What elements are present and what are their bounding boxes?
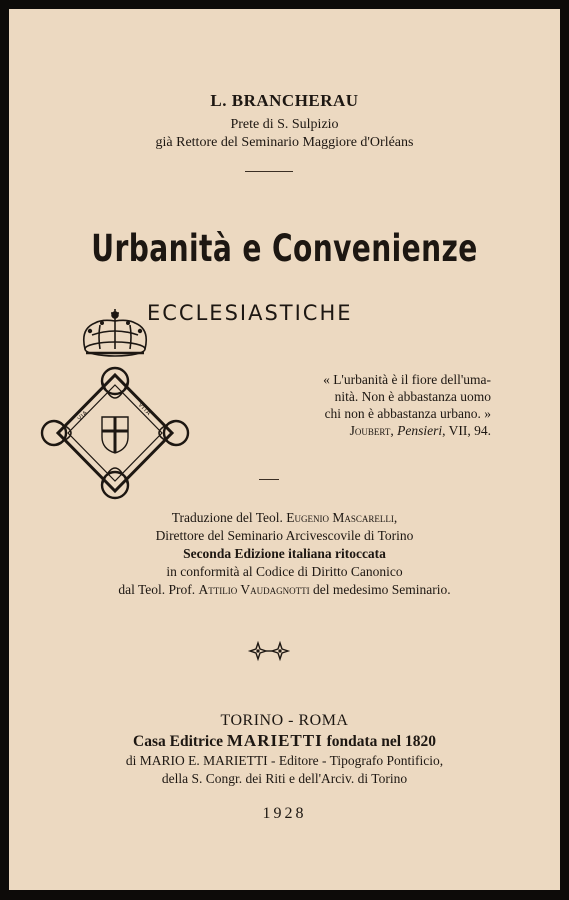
- author-name: L. BRANCHERAU: [210, 91, 359, 110]
- publisher-house-name: MARIETTI: [226, 731, 323, 750]
- reviser-name: Attilio Vaudagnotti: [198, 582, 310, 597]
- publisher-house-prefix: Casa Editrice: [133, 733, 227, 750]
- crowned-cross-emblem-icon: [40, 305, 190, 505]
- translator-role: Direttore del Seminario Arcivescovile di Torino: [155, 528, 414, 543]
- epigraph: [323, 371, 491, 439]
- book-title: Urbanità e Convenienze: [91, 227, 478, 270]
- author-role-2: già Rettore del Seminario Maggiore d'Orléans: [155, 135, 414, 150]
- reviser-suffix: del medesimo Seminario.: [309, 582, 451, 597]
- middle-rule: [259, 479, 279, 480]
- translator-name: Eugenio Mascarelli,: [286, 510, 398, 525]
- floral-ornament-icon: [247, 639, 291, 663]
- author-role-1: Prete di S. Sulpizio: [230, 117, 339, 132]
- svg-text:VIA: VIA: [76, 409, 90, 423]
- top-rule: [245, 171, 293, 172]
- reviser-line: [9, 581, 560, 599]
- credits: [9, 509, 560, 599]
- reviser-prefix: dal Teol. Prof.: [118, 582, 199, 597]
- epigraph-work: Pensieri: [397, 423, 443, 438]
- epigraph-line-1: « L'urbanità è il fiore dell'uma-: [323, 372, 491, 387]
- translator-prefix: Traduzione del Teol.: [171, 510, 287, 525]
- publisher-house: [9, 731, 560, 752]
- book-subtitle: ECCLESIASTICHE: [147, 301, 353, 325]
- publisher-details-2: della S. Congr. dei Riti e dell'Arciv. di Torino: [161, 771, 408, 786]
- publisher-city: TORINO - ROMA: [220, 712, 349, 729]
- epigraph-line-2: nità. Non è abbastanza uomo: [334, 389, 491, 404]
- epigraph-line-3: chi non è abbastanza urbano. »: [324, 406, 491, 421]
- publisher-block: [9, 711, 560, 788]
- publisher-details-1: di MARIO E. MARIETTI - Editore - Tipografo Pontificio,: [125, 753, 444, 768]
- title-page: [9, 9, 560, 890]
- svg-text:VITA: VITA: [136, 401, 153, 418]
- epigraph-author: Joubert: [349, 423, 391, 438]
- translator-line: [9, 509, 560, 527]
- epigraph-ref: , VII, 94.: [442, 423, 491, 438]
- edition-line: Seconda Edizione italiana ritoccata: [183, 546, 386, 561]
- epigraph-attribution: Joubert, Pensieri, VII, 94.: [349, 423, 491, 438]
- publication-year: 1928: [262, 805, 307, 822]
- conformity-line: in conformità al Codice di Diritto Canonico: [166, 564, 403, 579]
- publisher-house-suffix: fondata nel 1820: [322, 733, 436, 750]
